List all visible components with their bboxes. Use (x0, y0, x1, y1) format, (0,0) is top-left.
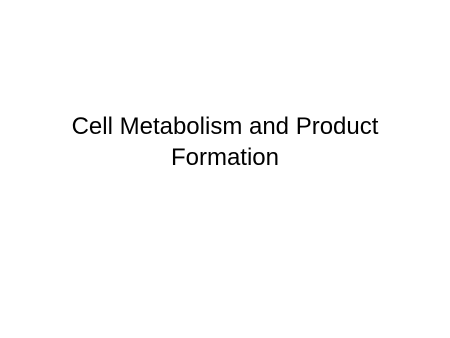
slide-title (30, 111, 420, 173)
slide-title-line-1: Cell Metabolism and Product (71, 113, 379, 140)
slide-title-line-2: Formation (170, 144, 280, 171)
